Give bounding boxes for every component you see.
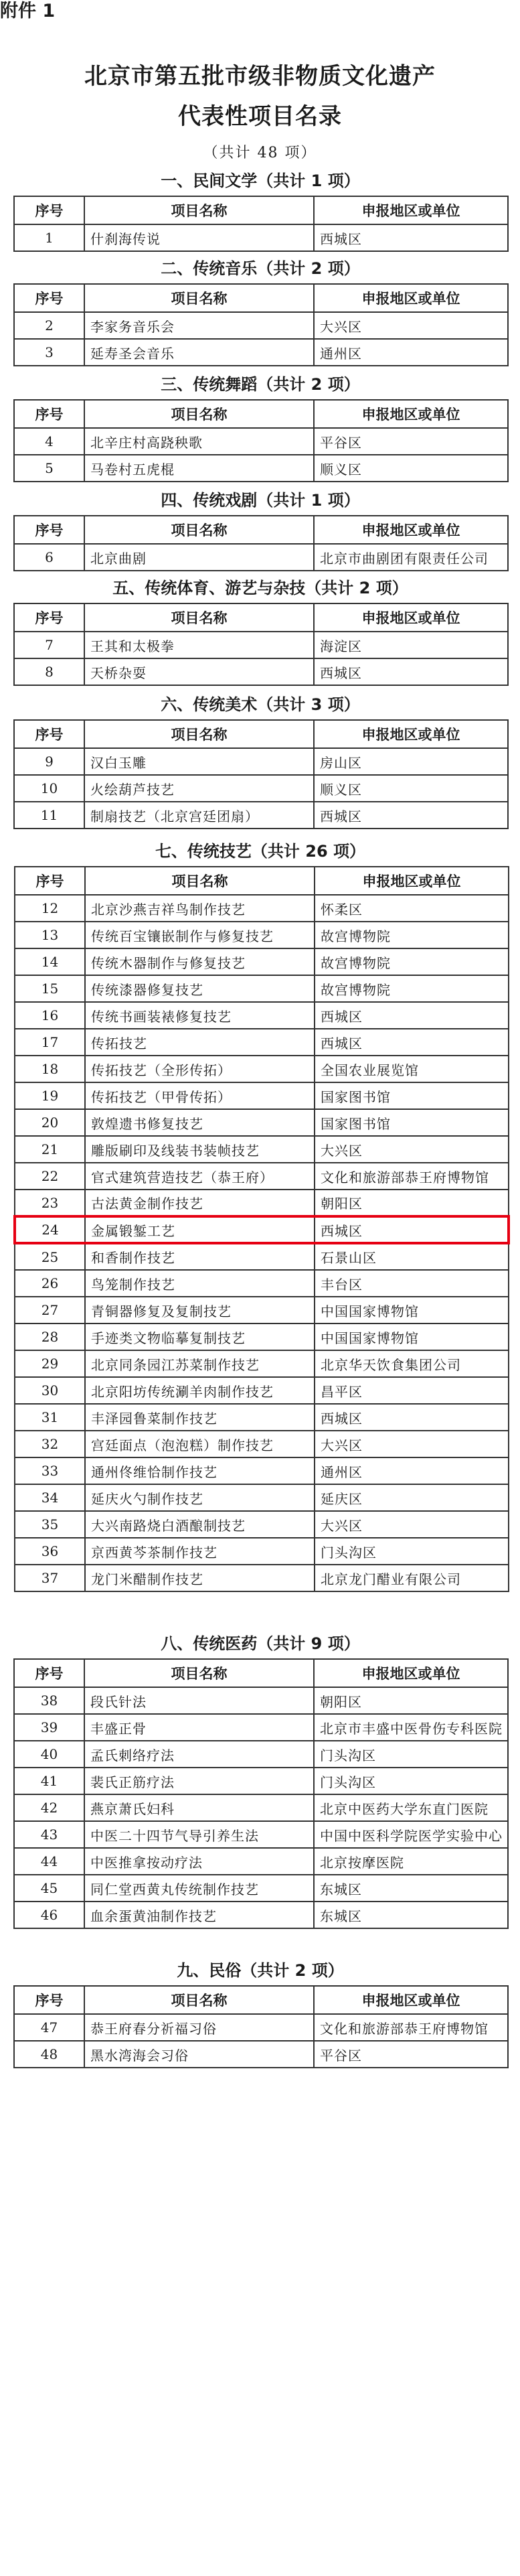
row-number: 46 bbox=[14, 1902, 84, 1928]
project-name: 宫廷面点（泡泡糕）制作技艺 bbox=[85, 1431, 315, 1457]
project-name: 裴氏正筋疗法 bbox=[84, 1768, 314, 1794]
row-number: 36 bbox=[15, 1538, 85, 1565]
project-name: 北京曲剧 bbox=[84, 544, 314, 571]
category-table bbox=[13, 283, 509, 366]
section-title: 九、民俗（共计 2 项） bbox=[177, 1961, 344, 1980]
col-header-number: 序号 bbox=[14, 1986, 84, 2014]
table-row bbox=[15, 1538, 509, 1565]
applicant-unit: 朝阳区 bbox=[314, 1687, 508, 1714]
table-row bbox=[15, 1270, 509, 1297]
table-row bbox=[14, 224, 508, 251]
applicant-unit: 丰台区 bbox=[315, 1270, 509, 1297]
category-section bbox=[13, 573, 507, 686]
applicant-unit: 北京市曲剧团有限责任公司 bbox=[314, 544, 508, 571]
row-number: 32 bbox=[15, 1431, 85, 1457]
table-row bbox=[14, 2014, 508, 2041]
section-title: 二、传统音乐（共计 2 项） bbox=[161, 259, 360, 278]
applicant-unit: 北京龙门醋业有限公司 bbox=[315, 1565, 509, 1591]
project-name: 马卷村五虎棍 bbox=[84, 455, 314, 482]
row-number: 28 bbox=[15, 1323, 85, 1350]
project-name: 和香制作技艺 bbox=[85, 1243, 315, 1270]
applicant-unit: 文化和旅游部恭王府博物馆 bbox=[314, 2014, 508, 2041]
section-title: 七、传统技艺（共计 26 项） bbox=[155, 842, 366, 861]
category-table bbox=[13, 515, 509, 571]
row-number: 2 bbox=[14, 312, 84, 339]
table-row bbox=[14, 2041, 508, 2068]
project-name: 通州佟维恰制作技艺 bbox=[85, 1457, 315, 1484]
row-number: 35 bbox=[15, 1511, 85, 1538]
row-number: 25 bbox=[15, 1243, 85, 1270]
applicant-unit: 文化和旅游部恭王府博物馆 bbox=[315, 1163, 509, 1190]
row-number: 34 bbox=[15, 1484, 85, 1511]
row-number: 16 bbox=[15, 1002, 85, 1029]
applicant-unit: 全国农业展览馆 bbox=[315, 1056, 509, 1082]
project-name: 龙门米醋制作技艺 bbox=[85, 1565, 315, 1591]
row-number: 27 bbox=[15, 1297, 85, 1323]
applicant-unit: 平谷区 bbox=[314, 428, 508, 455]
table-row bbox=[14, 339, 508, 366]
table-row bbox=[14, 1768, 508, 1794]
row-number: 26 bbox=[15, 1270, 85, 1297]
row-number: 48 bbox=[14, 2041, 84, 2068]
row-number: 5 bbox=[14, 455, 84, 482]
row-number: 29 bbox=[15, 1350, 85, 1377]
applicant-unit: 西城区 bbox=[314, 802, 508, 829]
table-row bbox=[15, 1431, 509, 1457]
table-row bbox=[14, 1687, 508, 1714]
section-title: 四、传统戏剧（共计 1 项） bbox=[161, 491, 360, 510]
applicant-unit: 故宫博物院 bbox=[315, 975, 509, 1002]
row-number: 30 bbox=[15, 1377, 85, 1404]
project-name: 北京同条园江苏菜制作技艺 bbox=[85, 1350, 315, 1377]
applicant-unit: 平谷区 bbox=[314, 2041, 508, 2068]
project-name: 延寿圣会音乐 bbox=[84, 339, 314, 366]
row-number: 13 bbox=[15, 922, 85, 948]
applicant-unit: 北京市丰盛中医骨伤专科医院 bbox=[314, 1714, 508, 1741]
project-name: 王其和太极拳 bbox=[84, 632, 314, 658]
project-name: 北京阳坊传统涮羊肉制作技艺 bbox=[85, 1377, 315, 1404]
project-name: 传拓技艺（甲骨传拓） bbox=[85, 1082, 315, 1109]
section-title: 八、传统医药（共计 9 项） bbox=[161, 1634, 360, 1653]
document-subtitle: 代表性项目名录 bbox=[178, 103, 342, 130]
category-section bbox=[13, 1956, 507, 2068]
table-row bbox=[14, 1902, 508, 1928]
project-name: 雕版刷印及线装书装帧技艺 bbox=[85, 1136, 315, 1163]
table-row bbox=[15, 1377, 509, 1404]
project-name: 京西黄芩茶制作技艺 bbox=[85, 1538, 315, 1565]
section-title: 六、传统美术（共计 3 项） bbox=[161, 695, 360, 714]
col-header-number: 序号 bbox=[14, 603, 84, 632]
project-name: 中医推拿按动疗法 bbox=[84, 1848, 314, 1875]
project-name: 古法黄金制作技艺 bbox=[85, 1190, 315, 1216]
table-row bbox=[14, 1714, 508, 1741]
row-number: 45 bbox=[14, 1875, 84, 1902]
row-number: 18 bbox=[15, 1056, 85, 1082]
table-row bbox=[14, 455, 508, 482]
table-row bbox=[15, 1297, 509, 1323]
applicant-unit: 通州区 bbox=[314, 339, 508, 366]
col-header-unit: 申报地区或单位 bbox=[314, 284, 508, 312]
table-row bbox=[15, 1002, 509, 1029]
table-row bbox=[15, 1190, 509, 1216]
applicant-unit: 东城区 bbox=[314, 1902, 508, 1928]
table-row bbox=[14, 1741, 508, 1768]
applicant-unit: 门头沟区 bbox=[314, 1741, 508, 1768]
col-header-name: 项目名称 bbox=[85, 867, 315, 895]
table-header-row bbox=[14, 720, 508, 748]
project-name: 中医二十四节气导引养生法 bbox=[84, 1821, 314, 1848]
applicant-unit: 石景山区 bbox=[315, 1243, 509, 1270]
col-header-number: 序号 bbox=[15, 867, 85, 895]
applicant-unit: 门头沟区 bbox=[314, 1768, 508, 1794]
applicant-unit: 大兴区 bbox=[315, 1511, 509, 1538]
table-row bbox=[15, 975, 509, 1002]
col-header-unit: 申报地区或单位 bbox=[314, 720, 508, 748]
applicant-unit: 西城区 bbox=[314, 658, 508, 685]
attachment-label: 附件 1 bbox=[0, 1, 56, 21]
applicant-unit: 中国国家博物馆 bbox=[315, 1297, 509, 1323]
row-number: 41 bbox=[14, 1768, 84, 1794]
row-number: 4 bbox=[14, 428, 84, 455]
project-name: 传拓技艺（全形传拓） bbox=[85, 1056, 315, 1082]
project-name: 同仁堂西黄丸传统制作技艺 bbox=[84, 1875, 314, 1902]
col-header-name: 项目名称 bbox=[84, 1659, 314, 1687]
col-header-name: 项目名称 bbox=[84, 284, 314, 312]
project-name: 青铜器修复及复制技艺 bbox=[85, 1297, 315, 1323]
col-header-unit: 申报地区或单位 bbox=[314, 1659, 508, 1687]
project-name: 段氏针法 bbox=[84, 1687, 314, 1714]
table-row bbox=[14, 1875, 508, 1902]
row-number: 7 bbox=[14, 632, 84, 658]
project-name: 丰泽园鲁菜制作技艺 bbox=[85, 1404, 315, 1431]
row-number: 1 bbox=[14, 224, 84, 251]
col-header-unit: 申报地区或单位 bbox=[314, 400, 508, 428]
row-number: 38 bbox=[14, 1687, 84, 1714]
project-name: 孟氏刺络疗法 bbox=[84, 1741, 314, 1768]
row-number: 33 bbox=[15, 1457, 85, 1484]
applicant-unit: 大兴区 bbox=[314, 312, 508, 339]
total-count: （共计 48 项） bbox=[203, 145, 317, 161]
project-name: 黑水湾海会习俗 bbox=[84, 2041, 314, 2068]
col-header-unit: 申报地区或单位 bbox=[315, 867, 509, 895]
applicant-unit: 西城区 bbox=[315, 1029, 509, 1056]
row-number: 43 bbox=[14, 1821, 84, 1848]
project-name: 鸟笼制作技艺 bbox=[85, 1270, 315, 1297]
col-header-unit: 申报地区或单位 bbox=[314, 516, 508, 544]
category-table bbox=[13, 399, 509, 482]
row-number: 23 bbox=[15, 1190, 85, 1216]
applicant-unit: 通州区 bbox=[315, 1457, 509, 1484]
table-row bbox=[15, 1243, 509, 1270]
row-number: 10 bbox=[14, 775, 84, 802]
category-table bbox=[13, 1985, 509, 2068]
applicant-unit: 朝阳区 bbox=[315, 1190, 509, 1216]
row-number: 21 bbox=[15, 1136, 85, 1163]
project-name: 大兴南路烧白酒酿制技艺 bbox=[85, 1511, 315, 1538]
section-title: 三、传统舞蹈（共计 2 项） bbox=[161, 375, 360, 394]
table-row bbox=[15, 1404, 509, 1431]
applicant-unit: 故宫博物院 bbox=[315, 922, 509, 948]
category-table bbox=[13, 866, 510, 1592]
col-header-number: 序号 bbox=[14, 720, 84, 748]
category-section bbox=[13, 837, 507, 1592]
applicant-unit: 门头沟区 bbox=[315, 1538, 509, 1565]
highlighted-table-row bbox=[15, 1216, 509, 1243]
applicant-unit: 北京华天饮食集团公司 bbox=[315, 1350, 509, 1377]
row-number: 22 bbox=[15, 1163, 85, 1190]
category-table bbox=[13, 1658, 509, 1929]
col-header-number: 序号 bbox=[14, 400, 84, 428]
col-header-name: 项目名称 bbox=[84, 516, 314, 544]
applicant-unit: 大兴区 bbox=[315, 1431, 509, 1457]
row-number: 24 bbox=[15, 1216, 85, 1243]
applicant-unit: 北京按摩医院 bbox=[314, 1848, 508, 1875]
table-row bbox=[15, 1082, 509, 1109]
row-number: 3 bbox=[14, 339, 84, 366]
section-title: 一、民间文学（共计 1 项） bbox=[161, 171, 360, 190]
table-row bbox=[15, 948, 509, 975]
row-number: 19 bbox=[15, 1082, 85, 1109]
project-name: 李家务音乐会 bbox=[84, 312, 314, 339]
table-row bbox=[14, 775, 508, 802]
row-number: 39 bbox=[14, 1714, 84, 1741]
row-number: 47 bbox=[14, 2014, 84, 2041]
col-header-unit: 申报地区或单位 bbox=[314, 1986, 508, 2014]
document-title: 北京市第五批市级非物质文化遗产 bbox=[84, 63, 436, 90]
table-row bbox=[14, 658, 508, 685]
table-row bbox=[14, 632, 508, 658]
project-name: 北辛庄村高跷秧歌 bbox=[84, 428, 314, 455]
table-row bbox=[15, 1484, 509, 1511]
table-header-row bbox=[14, 1986, 508, 2014]
applicant-unit: 国家图书馆 bbox=[315, 1109, 509, 1136]
category-table bbox=[13, 719, 509, 829]
col-header-unit: 申报地区或单位 bbox=[314, 603, 508, 632]
col-header-unit: 申报地区或单位 bbox=[314, 196, 508, 224]
table-row bbox=[14, 1848, 508, 1875]
row-number: 14 bbox=[15, 948, 85, 975]
project-name: 延庆火勺制作技艺 bbox=[85, 1484, 315, 1511]
col-header-number: 序号 bbox=[14, 196, 84, 224]
section-title: 五、传统体育、游艺与杂技（共计 2 项） bbox=[112, 579, 408, 597]
applicant-unit: 北京中医药大学东直门医院 bbox=[314, 1794, 508, 1821]
row-number: 42 bbox=[14, 1794, 84, 1821]
project-name: 恭王府春分祈福习俗 bbox=[84, 2014, 314, 2041]
applicant-unit: 西城区 bbox=[315, 1216, 509, 1243]
project-name: 敦煌遗书修复技艺 bbox=[85, 1109, 315, 1136]
project-name: 汉白玉雕 bbox=[84, 748, 314, 775]
table-row bbox=[15, 1109, 509, 1136]
project-name: 传统书画装裱修复技艺 bbox=[85, 1002, 315, 1029]
project-name: 官式建筑营造技艺（恭王府） bbox=[85, 1163, 315, 1190]
project-name: 天桥杂耍 bbox=[84, 658, 314, 685]
table-header-row bbox=[14, 516, 508, 544]
category-table bbox=[13, 196, 509, 252]
table-row bbox=[14, 802, 508, 829]
applicant-unit: 房山区 bbox=[314, 748, 508, 775]
project-name: 传统百宝镶嵌制作与修复技艺 bbox=[85, 922, 315, 948]
applicant-unit: 大兴区 bbox=[315, 1136, 509, 1163]
row-number: 8 bbox=[14, 658, 84, 685]
table-row bbox=[15, 1163, 509, 1190]
project-name: 丰盛正骨 bbox=[84, 1714, 314, 1741]
col-header-number: 序号 bbox=[14, 284, 84, 312]
row-number: 37 bbox=[15, 1565, 85, 1591]
project-name: 手迹类文物临摹复制技艺 bbox=[85, 1323, 315, 1350]
row-number: 17 bbox=[15, 1029, 85, 1056]
table-header-row bbox=[14, 603, 508, 632]
project-name: 什刹海传说 bbox=[84, 224, 314, 251]
table-row bbox=[14, 312, 508, 339]
col-header-name: 项目名称 bbox=[84, 720, 314, 748]
row-number: 44 bbox=[14, 1848, 84, 1875]
table-row bbox=[15, 1565, 509, 1591]
applicant-unit: 海淀区 bbox=[314, 632, 508, 658]
row-number: 20 bbox=[15, 1109, 85, 1136]
category-section bbox=[13, 1629, 507, 1929]
table-header-row bbox=[15, 867, 509, 895]
table-header-row bbox=[14, 196, 508, 224]
project-name: 燕京萧氏妇科 bbox=[84, 1794, 314, 1821]
table-row bbox=[15, 1350, 509, 1377]
category-section bbox=[13, 370, 507, 482]
row-number: 6 bbox=[14, 544, 84, 571]
row-number: 11 bbox=[14, 802, 84, 829]
table-row bbox=[15, 1136, 509, 1163]
applicant-unit: 顺义区 bbox=[314, 775, 508, 802]
row-number: 9 bbox=[14, 748, 84, 775]
col-header-name: 项目名称 bbox=[84, 1986, 314, 2014]
applicant-unit: 怀柔区 bbox=[315, 895, 509, 922]
table-row bbox=[15, 895, 509, 922]
table-header-row bbox=[14, 1659, 508, 1687]
project-name: 传统漆器修复技艺 bbox=[85, 975, 315, 1002]
row-number: 31 bbox=[15, 1404, 85, 1431]
applicant-unit: 国家图书馆 bbox=[315, 1082, 509, 1109]
table-row bbox=[15, 1323, 509, 1350]
table-row bbox=[15, 1029, 509, 1056]
col-header-number: 序号 bbox=[14, 1659, 84, 1687]
applicant-unit: 西城区 bbox=[314, 224, 508, 251]
applicant-unit: 中国中医科学院医学实验中心 bbox=[314, 1821, 508, 1848]
applicant-unit: 顺义区 bbox=[314, 455, 508, 482]
applicant-unit: 延庆区 bbox=[315, 1484, 509, 1511]
category-section bbox=[13, 166, 507, 252]
project-name: 火绘葫芦技艺 bbox=[84, 775, 314, 802]
col-header-number: 序号 bbox=[14, 516, 84, 544]
table-row bbox=[15, 1457, 509, 1484]
table-row bbox=[15, 1056, 509, 1082]
row-number: 12 bbox=[15, 895, 85, 922]
col-header-name: 项目名称 bbox=[84, 400, 314, 428]
applicant-unit: 中国国家博物馆 bbox=[315, 1323, 509, 1350]
table-row bbox=[14, 1821, 508, 1848]
table-row bbox=[14, 544, 508, 571]
table-row bbox=[14, 428, 508, 455]
project-name: 传拓技艺 bbox=[85, 1029, 315, 1056]
category-table bbox=[13, 603, 509, 686]
table-header-row bbox=[14, 284, 508, 312]
applicant-unit: 东城区 bbox=[314, 1875, 508, 1902]
category-section bbox=[13, 486, 507, 571]
project-name: 制扇技艺（北京宫廷团扇） bbox=[84, 802, 314, 829]
project-name: 北京沙燕吉祥鸟制作技艺 bbox=[85, 895, 315, 922]
applicant-unit: 昌平区 bbox=[315, 1377, 509, 1404]
category-section bbox=[13, 254, 507, 366]
table-row bbox=[14, 1794, 508, 1821]
table-row bbox=[15, 1511, 509, 1538]
applicant-unit: 西城区 bbox=[315, 1404, 509, 1431]
col-header-name: 项目名称 bbox=[84, 196, 314, 224]
table-header-row bbox=[14, 400, 508, 428]
row-number: 15 bbox=[15, 975, 85, 1002]
table-row bbox=[15, 922, 509, 948]
table-row bbox=[14, 748, 508, 775]
row-number: 40 bbox=[14, 1741, 84, 1768]
col-header-name: 项目名称 bbox=[84, 603, 314, 632]
category-section bbox=[13, 690, 507, 829]
project-name: 传统木器制作与修复技艺 bbox=[85, 948, 315, 975]
project-name: 金属锻錾工艺 bbox=[85, 1216, 315, 1243]
applicant-unit: 故宫博物院 bbox=[315, 948, 509, 975]
applicant-unit: 西城区 bbox=[315, 1002, 509, 1029]
project-name: 血余蛋黄油制作技艺 bbox=[84, 1902, 314, 1928]
